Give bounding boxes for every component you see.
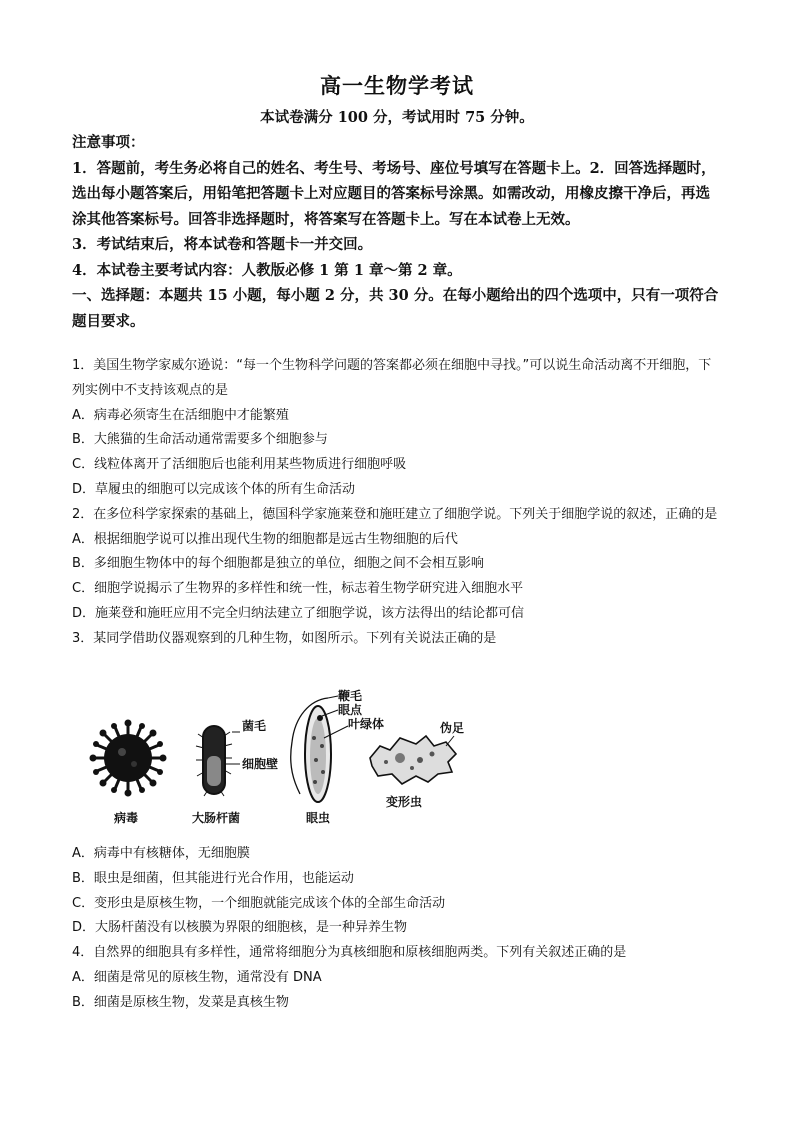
question-1-option-b: B．大熊猫的生命活动通常需要多个细胞参与 bbox=[72, 432, 328, 448]
flagellum-label: 鞭毛 bbox=[338, 689, 363, 703]
pilus-label: 菌毛 bbox=[242, 719, 267, 733]
question-2-option-a: A．根据细胞学说可以推出现代生物的细胞都是远古生物细胞的后代 bbox=[72, 531, 458, 547]
organisms-illustration bbox=[80, 686, 500, 836]
questions-block bbox=[72, 354, 724, 652]
questions-block-2 bbox=[72, 842, 724, 1016]
question-4-option-a: A．细菌是常见的原核生物，通常没有 DNA bbox=[72, 969, 322, 985]
euglena-label: 眼虫 bbox=[306, 811, 331, 825]
amoeba-label: 变形虫 bbox=[386, 795, 423, 809]
question-1-option-d: D．草履虫的细胞可以完成该个体的所有生命活动 bbox=[72, 481, 356, 497]
question-4-stem: 4．自然界的细胞具有多样性，通常将细胞分为真核细胞和原核细胞两类。下列有关叙述正确的是 bbox=[72, 945, 627, 961]
virus-label: 病毒 bbox=[114, 811, 139, 825]
exam-info: 本试卷满分 100 分，考试用时 75 分钟。 bbox=[260, 109, 534, 126]
cell-wall-label: 细胞壁 bbox=[242, 757, 279, 771]
question-1-stem: 1．美国生物学家威尔逊说：“每一个生物科学问题的答案都必须在细胞中寻找。”可以说生命活动离不开细胞，下列实例中不支持该观点的是 bbox=[72, 358, 712, 398]
question-3-option-a: A．病毒中有核糖体，无细胞膜 bbox=[72, 846, 250, 861]
question-1-option-c: C．线粒体离开了活细胞后也能利用某些物质进行细胞呼吸 bbox=[72, 457, 407, 473]
notes-item-3: 3．考试结束后，将本试卷和答题卡一并交回。 bbox=[72, 236, 373, 253]
question-3-option-c: C．变形虫是原核生物，一个细胞就能完成该个体的全部生命活动 bbox=[72, 895, 446, 911]
page-title: 高一生物学考试 bbox=[320, 73, 474, 98]
virus-drawing bbox=[90, 720, 167, 797]
ecoli-label: 大肠杆菌 bbox=[192, 811, 241, 825]
section-heading: 一、选择题：本题共 15 小题，每小题 2 分，共 30 分。在每小题给出的四个选项中，只有一项符合题目要求。 bbox=[72, 287, 719, 330]
question-4-option-b: B．细菌是原核生物，发菜是真核生物 bbox=[72, 994, 289, 1010]
pseudopod-label: 伪足 bbox=[440, 721, 465, 735]
question-3-option-d: D．大肠杆菌没有以核膜为界限的细胞核，是一种异养生物 bbox=[72, 920, 408, 936]
question-3-option-b: B．眼虫是细菌，但其能进行光合作用，也能运动 bbox=[72, 870, 354, 886]
amoeba-drawing bbox=[370, 736, 456, 784]
notes-block bbox=[72, 130, 722, 334]
question-2-option-c: C．细胞学说揭示了生物界的多样性和统一性，标志着生物学研究进入细胞水平 bbox=[72, 581, 524, 597]
notes-item-4: 4．本试卷主要考试内容：人教版必修 1 第 1 章～第 2 章。 bbox=[72, 261, 462, 279]
organisms-figure bbox=[80, 686, 500, 836]
question-2-option-d: D．施莱登和施旺应用不完全归纳法建立了细胞学说，该方法得出的结论都可信 bbox=[72, 605, 525, 621]
question-1-option-a: A．病毒必须寄生在活细胞中才能繁殖 bbox=[72, 407, 289, 423]
chloroplast-label: 叶绿体 bbox=[348, 717, 385, 731]
question-2-option-b: B．多细胞生物体中的每个细胞都是独立的单位，细胞之间不会相互影响 bbox=[72, 556, 484, 572]
question-2-stem: 2．在多位科学家探索的基础上，德国科学家施莱登和施旺建立了细胞学说。下列关于细胞学说的叙述，正确的是 bbox=[72, 506, 718, 522]
notes-item-1: 1．答题前，考生务必将自己的姓名、考生号、考场号、座位号填写在答题卡上。2．回答选择题时，选出每小题答案后，用铅笔把答题卡上对应题目的答案标号涂黑。如需改动，用橡皮擦干净后，再选涂其他答案标号。回答非选择题时，将答案写在答题卡上。写在本试卷上无效。 bbox=[72, 159, 716, 228]
question-3-stem: 3．某同学借助仪器观察到的几种生物，如图所示。下列有关说法正确的是 bbox=[72, 630, 497, 646]
ecoli-drawing bbox=[196, 726, 240, 796]
eyespot-label: 眼点 bbox=[338, 703, 363, 717]
notes-heading: 注意事项： bbox=[72, 134, 145, 151]
